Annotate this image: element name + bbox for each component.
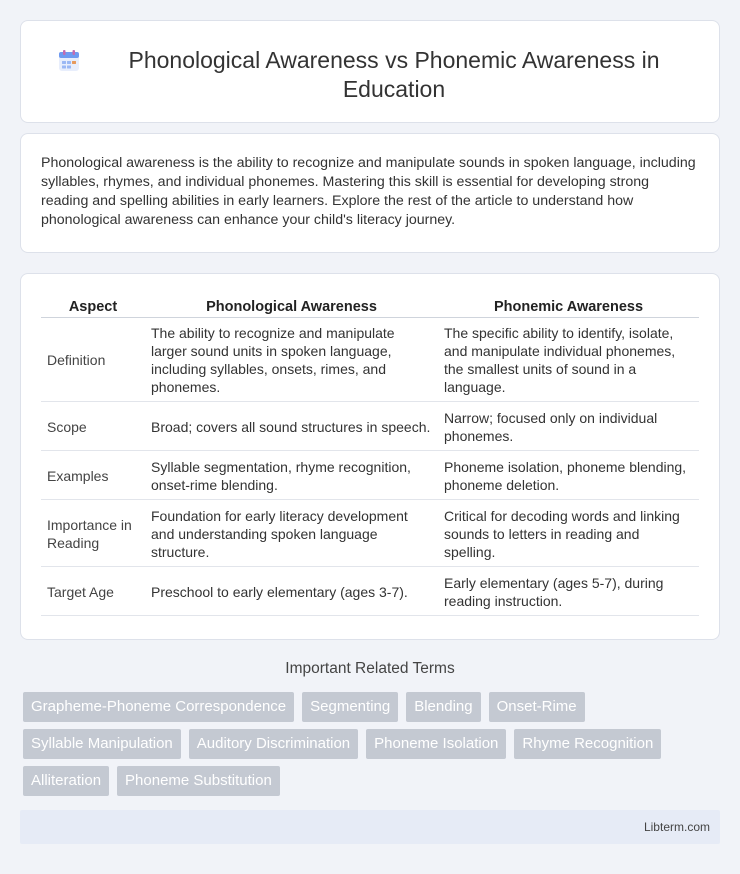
related-term-tag[interactable]: Phoneme Substitution bbox=[117, 766, 280, 796]
row-aspect: Importance in Reading bbox=[41, 500, 145, 567]
row-aspect: Definition bbox=[41, 318, 145, 402]
header-phonological: Phonological Awareness bbox=[145, 296, 438, 318]
comparison-card bbox=[20, 273, 720, 640]
table-row bbox=[41, 451, 699, 500]
header-aspect: Aspect bbox=[41, 296, 145, 318]
comparison-table bbox=[41, 296, 699, 616]
related-terms-list bbox=[23, 692, 723, 803]
related-terms-title: Important Related Terms bbox=[285, 660, 455, 677]
table-row bbox=[41, 402, 699, 451]
intro-paragraph: Phonological awareness is the ability to recognize and manipulate sounds in spoken language, including syllables, rhymes, and individual phonemes. Mastering this skill is essential for developing strong reading and spelling abilities in early learners. Explore the rest of the article to understand how phonological awareness can enhance your child's literacy journey. bbox=[41, 155, 696, 228]
row-aspect: Target Age bbox=[41, 567, 145, 616]
row-phonemic: Early elementary (ages 5-7), during reading instruction. bbox=[438, 567, 699, 616]
related-term-tag[interactable]: Rhyme Recognition bbox=[514, 729, 661, 759]
row-phonological: Syllable segmentation, rhyme recognition, onset-rime blending. bbox=[145, 451, 438, 500]
related-term-tag[interactable]: Blending bbox=[406, 692, 480, 722]
table-row bbox=[41, 500, 699, 567]
row-phonological: Broad; covers all sound structures in speech. bbox=[145, 402, 438, 451]
footer bbox=[20, 810, 720, 844]
table-header-row bbox=[41, 296, 699, 318]
related-term-tag[interactable]: Grapheme-Phoneme Correspondence bbox=[23, 692, 294, 722]
related-term-tag[interactable]: Onset-Rime bbox=[489, 692, 585, 722]
related-term-tag[interactable]: Syllable Manipulation bbox=[23, 729, 181, 759]
related-term-tag[interactable]: Auditory Discrimination bbox=[189, 729, 358, 759]
related-term-tag[interactable]: Segmenting bbox=[302, 692, 398, 722]
related-term-tag[interactable]: Phoneme Isolation bbox=[366, 729, 506, 759]
related-term-tag[interactable]: Alliteration bbox=[23, 766, 109, 796]
row-phonemic: Phoneme isolation, phoneme blending, phoneme deletion. bbox=[438, 451, 699, 500]
intro-card bbox=[20, 133, 720, 253]
header-phonemic: Phonemic Awareness bbox=[438, 296, 699, 318]
footer-site-link[interactable]: Libterm.com bbox=[643, 820, 710, 834]
row-aspect: Scope bbox=[41, 402, 145, 451]
row-phonemic: The specific ability to identify, isolate, and manipulate individual phonemes, the smallest units of sound in a language. bbox=[438, 318, 699, 402]
row-phonological: Foundation for early literacy development and understanding spoken language structure. bbox=[145, 500, 438, 567]
row-phonemic: Narrow; focused only on individual phonemes. bbox=[438, 402, 699, 451]
row-phonological: Preschool to early elementary (ages 3-7). bbox=[145, 567, 438, 616]
table-row bbox=[41, 567, 699, 616]
title-card bbox=[20, 20, 720, 123]
calendar-icon bbox=[56, 48, 82, 74]
page-title: Phonological Awareness vs Phonemic Awareness in Education bbox=[128, 47, 660, 102]
table-row bbox=[41, 318, 699, 402]
row-aspect: Examples bbox=[41, 451, 145, 500]
row-phonological: The ability to recognize and manipulate larger sound units in spoken language, including syllables, onsets, rimes, and phonemes. bbox=[145, 318, 438, 402]
row-phonemic: Critical for decoding words and linking sounds to letters in reading and spelling. bbox=[438, 500, 699, 567]
